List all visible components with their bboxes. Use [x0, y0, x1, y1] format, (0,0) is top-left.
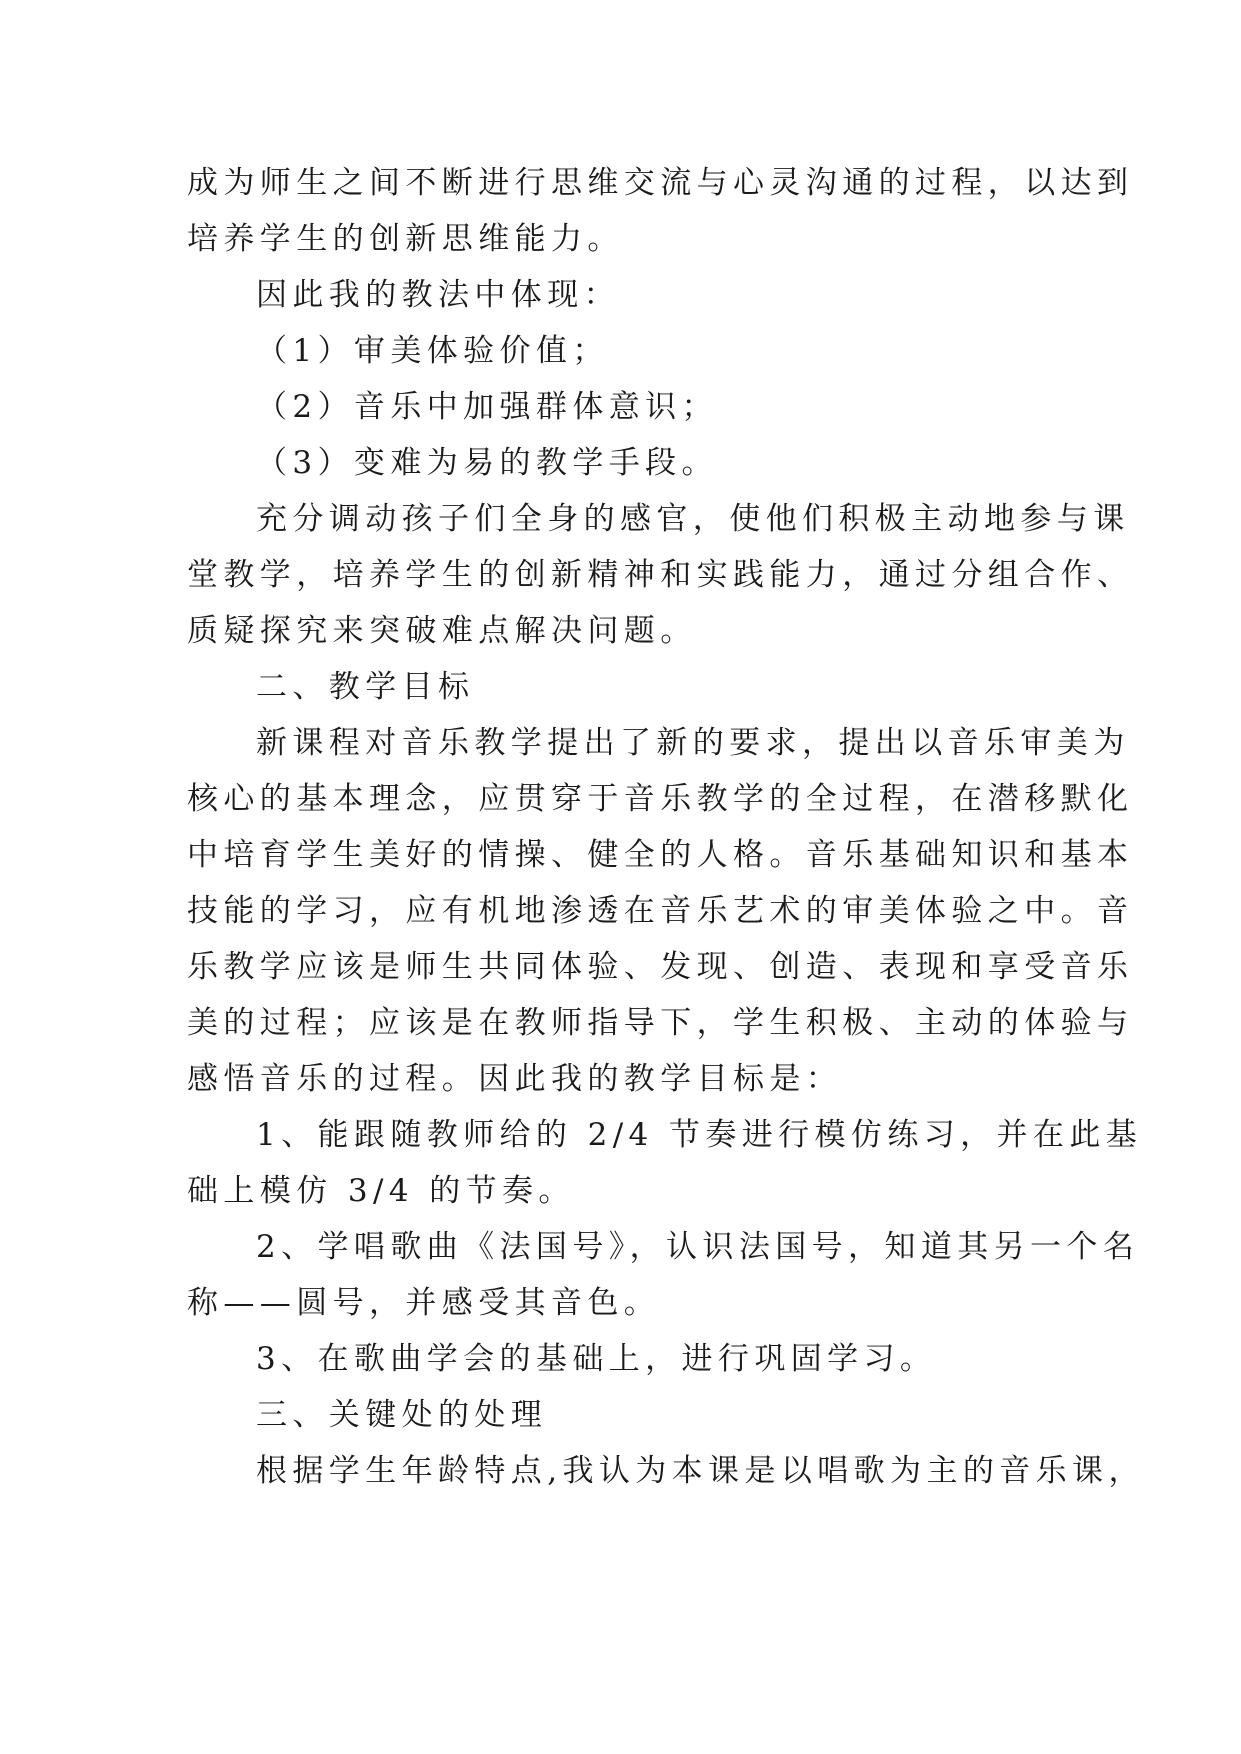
text-line: 充分调动孩子们全身的感官，使他们积极主动地参与课: [256, 501, 1130, 537]
text-line: 技能的学习，应有机地渗透在音乐艺术的审美体验之中。音: [187, 893, 1134, 929]
text-line: 因此我的教法中体现：: [256, 277, 620, 313]
text-line: 础上模仿 3/4 的节奏。: [187, 1173, 575, 1209]
text-line: 新课程对音乐教学提出了新的要求，提出以音乐审美为: [256, 725, 1130, 761]
text-line: 乐教学应该是师生共同体验、发现、创造、表现和享受音乐: [187, 949, 1134, 985]
list-item: （2）音乐中加强群体意识；: [256, 389, 718, 425]
list-item: 1、能跟随教师给的 2/4 节奏进行模仿练习，并在此基: [256, 1117, 1143, 1153]
text-line: 核心的基本理念，应贯穿于音乐教学的全过程，在潜移默化: [187, 781, 1134, 817]
text-line: 根据学生年龄特点,我认为本课是以唱歌为主的音乐课，: [256, 1453, 1145, 1489]
text-line: 称——圆号，并感受其音色。: [187, 1285, 661, 1321]
text-line: 堂教学，培养学生的创新精神和实践能力，通过分组合作、: [187, 557, 1134, 593]
list-item: （1）审美体验价值；: [256, 333, 609, 369]
section-heading: 二、教学目标: [256, 669, 475, 705]
list-item: （3）变难为易的教学手段。: [256, 445, 718, 481]
text-line: 中培育学生美好的情操、健全的人格。音乐基础知识和基本: [187, 837, 1134, 873]
section-heading: 三、关键处的处理: [256, 1397, 548, 1433]
list-item: 2、学唱歌曲《法国号》，认识法国号，知道其另一个名: [256, 1229, 1140, 1265]
text-line: 质疑探究来突破难点解决问题。: [187, 613, 697, 649]
text-line: 美的过程；应该是在教师指导下，学生积极、主动的体验与: [187, 1005, 1134, 1041]
list-item: 3、在歌曲学会的基础上，进行巩固学习。: [256, 1341, 937, 1377]
text-line: 感悟音乐的过程。因此我的教学目标是：: [187, 1061, 843, 1097]
text-line: 培养学生的创新思维能力。: [187, 221, 624, 257]
text-line: 成为师生之间不断进行思维交流与心灵沟通的过程，以达到: [187, 165, 1134, 201]
